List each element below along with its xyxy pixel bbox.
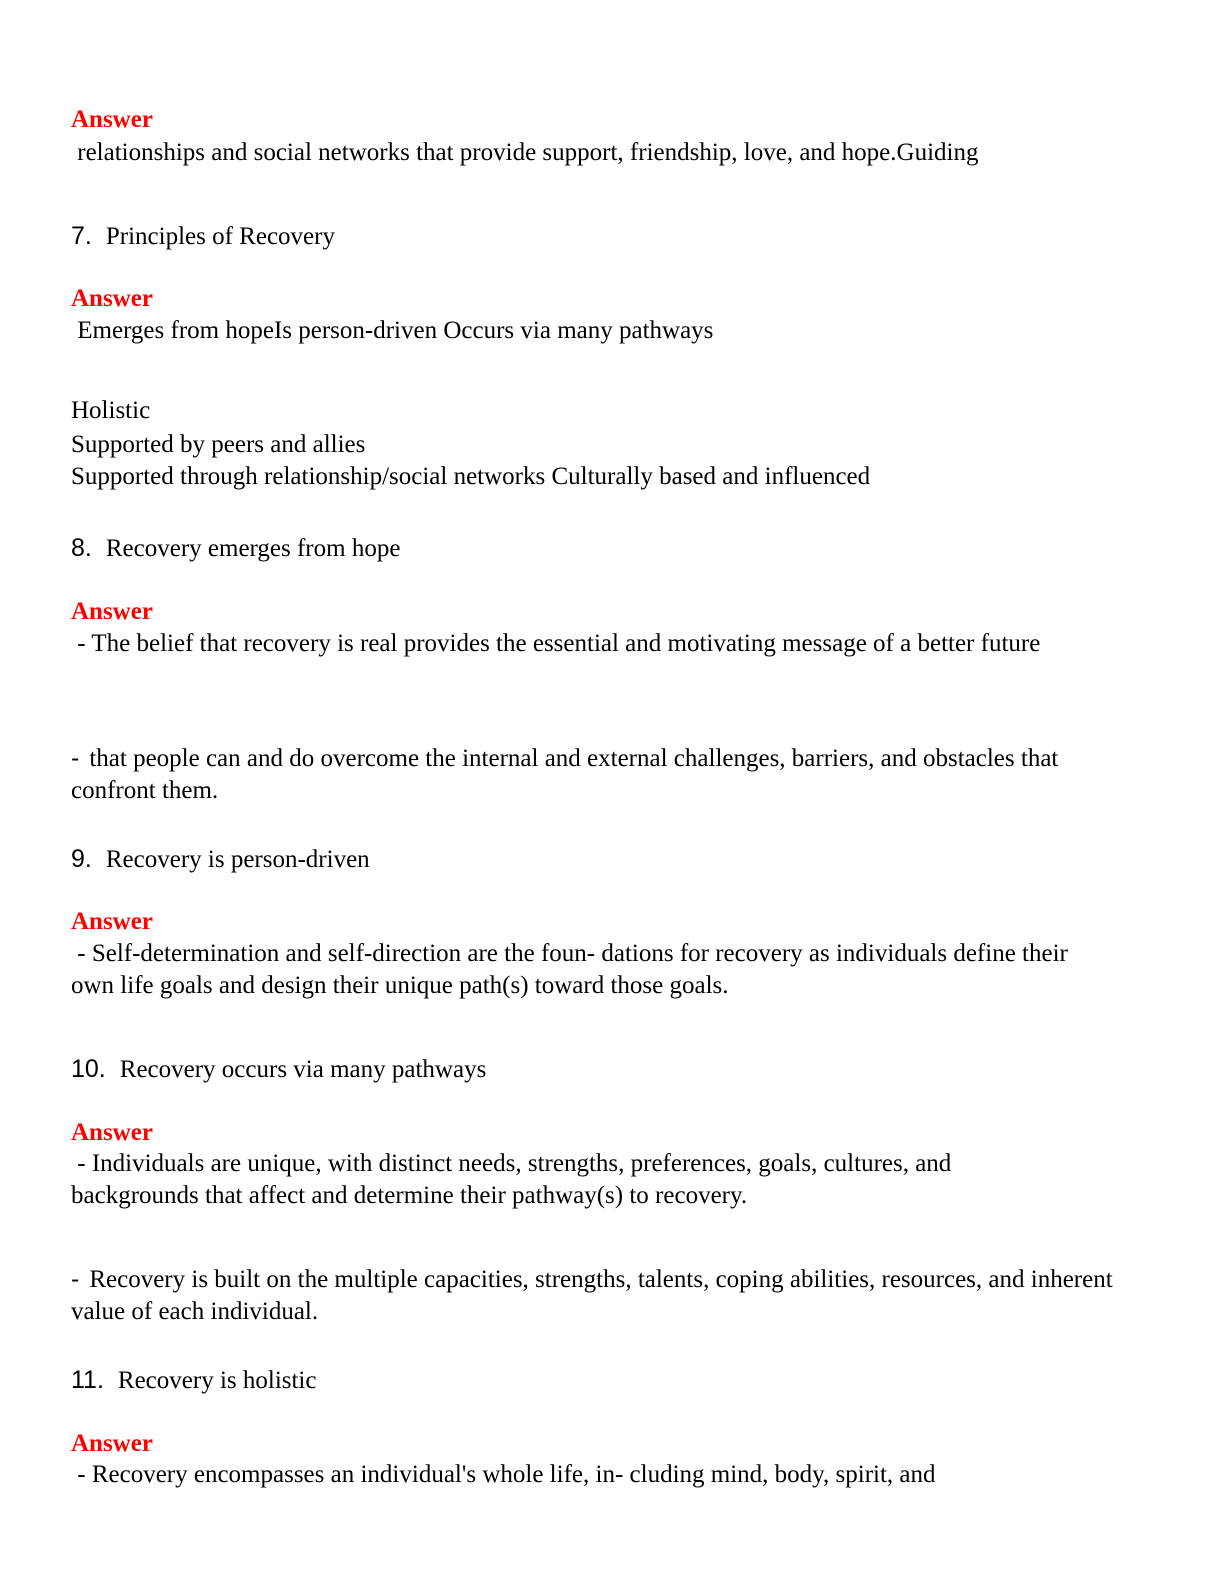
question-9	[71, 843, 370, 876]
question-10	[71, 1053, 486, 1086]
answer-label: Answer	[71, 1119, 153, 1146]
question-text: Recovery emerges from hope	[105, 535, 401, 562]
answer-text: - Individuals are unique, with distinct needs, strengths, preferences, goals, cultures, and backgrounds that affect and determine their pathway(s) to recovery.	[71, 1150, 958, 1209]
answer-text: - Recovery encompasses an individual's whole life, in- cluding mind, body, spirit, and	[71, 1461, 936, 1488]
answer-text-2	[71, 1263, 1136, 1328]
question-number: 10.	[71, 1055, 106, 1083]
question-7	[71, 220, 335, 253]
answer-text: - The belief that recovery is real provides the essential and motivating message of a better future	[71, 630, 1041, 657]
question-11	[71, 1364, 316, 1397]
answer-text: relationships and social networks that provide support, friendship, love, and hope.Guiding	[71, 139, 979, 166]
answer-text: - Self-determination and self-direction are the foun- dations for recovery as individuals define their own life goals and design their unique path(s) toward those goals.	[71, 940, 1075, 999]
answer-text-2	[71, 742, 1131, 807]
question-text: Recovery occurs via many pathways	[119, 1056, 487, 1083]
question-number: 7.	[71, 222, 92, 250]
question-text: Recovery is holistic	[117, 1367, 317, 1394]
question-text: Recovery is person-driven	[105, 846, 370, 873]
bullet-dash: -	[71, 1265, 80, 1293]
answer-label: Answer	[71, 908, 153, 935]
principle-item: Supported by peers and allies	[71, 431, 366, 458]
answer-label: Answer	[71, 106, 153, 133]
question-number: 9.	[71, 845, 92, 873]
question-number: 11.	[71, 1366, 104, 1394]
question-number: 8.	[71, 534, 92, 562]
answer-label: Answer	[71, 598, 153, 625]
answer-text-body: that people can and do overcome the internal and external challenges, barriers, and obstacles that confront them.	[71, 745, 1059, 804]
answer-text-body: Recovery is built on the multiple capacities, strengths, talents, coping abilities, resources, and inherent value of each individual.	[71, 1266, 1113, 1325]
bullet-dash: -	[71, 744, 80, 772]
answer-text: Emerges from hopeIs person-driven Occurs via many pathways	[71, 317, 714, 344]
answer-label: Answer	[71, 1430, 153, 1457]
answer-label: Answer	[71, 285, 153, 312]
question-text: Principles of Recovery	[105, 223, 335, 250]
principle-item: Holistic	[71, 397, 151, 424]
principle-item: Supported through relationship/social networks Culturally based and influenced	[71, 463, 871, 490]
question-8	[71, 532, 400, 565]
